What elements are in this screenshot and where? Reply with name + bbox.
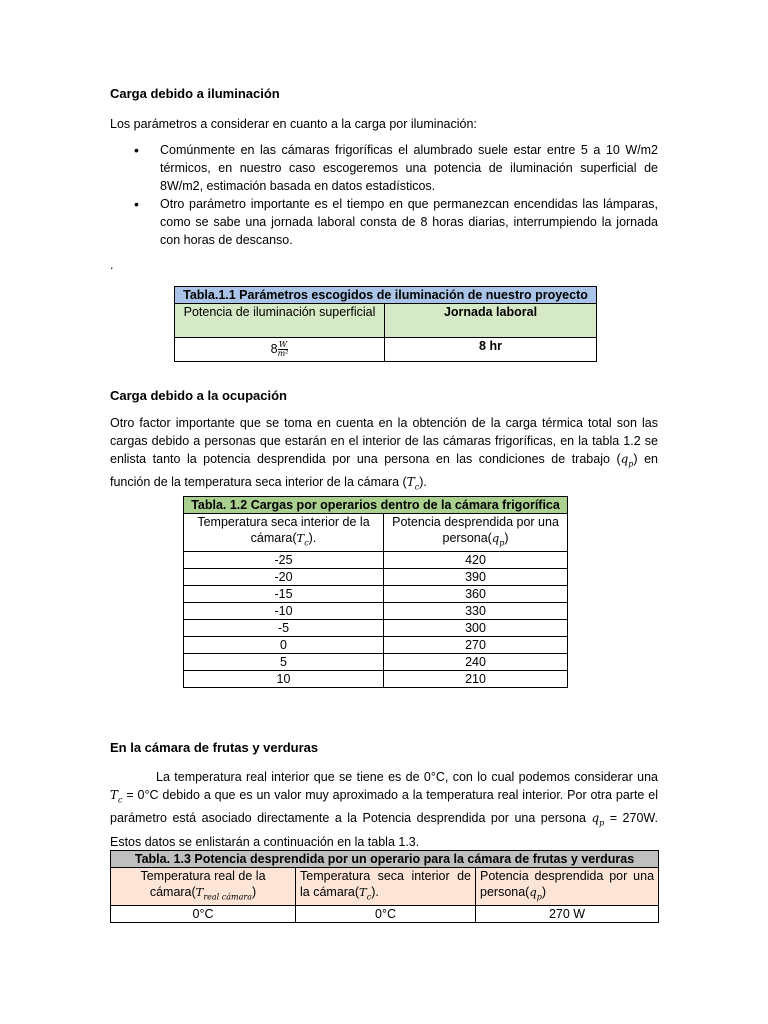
table-row: -15 360	[184, 586, 568, 603]
table-row: -20 390	[184, 569, 568, 586]
table-caption: Tabla. 1.3 Potencia desprendida por un operario para la cámara de frutas y verduras	[111, 851, 659, 868]
table-caption: Tabla.1.1 Parámetros escogidos de iluminación de nuestro proyecto	[175, 287, 597, 304]
table-row: 5 240	[184, 654, 568, 671]
table-header: Potencia de iluminación superficial	[175, 304, 385, 338]
document-page	[110, 0, 658, 1024]
table-header: Potencia desprendida por una $persona(q_p)$	[476, 868, 659, 906]
table-cargas-operarios	[183, 496, 568, 688]
table-row: 0°C 0°C 270 W	[111, 906, 659, 923]
table-frutas-verduras	[110, 850, 659, 923]
list-item: • Comúnmente en las cámaras frigoríficas el alumbrado suele estar entre 5 a 10 W/m2 térmicos, en nuestro caso escogeremos una potencia de iluminación superficial de 8W/m2, estimación basada en datos estadísticos.	[134, 142, 658, 193]
table-caption: Tabla. 1.2 Cargas por operarios dentro de la cámara frigorífica	[184, 497, 568, 514]
stray-dot: .	[110, 258, 114, 272]
table-cell: 8 $\frac{W}{\text{m²}}$	[175, 338, 385, 362]
heading-frutas-verduras: En la cámara de frutas y verduras	[110, 740, 319, 755]
unit-fraction: $\frac{W}{\text{m²}}$	[277, 340, 289, 359]
bullet-icon: •	[134, 196, 139, 212]
intro-paragraph: Los parámetros a considerar en cuanto a la carga por iluminación:	[110, 117, 477, 131]
frutas-paragraph: La temperatura real interior que se tiene es de 0°C, con lo cual podemos considerar una $T_c = 0^\circ C$ debido a que es un valor muy aproximado a la temperatura real interior. Por otra parte el parámetro está asociado directamente a la Potencia desprendida por una persona $q_p = 270W$. Estos datos se enlistarán a continuación en la tabla 1.3.	[110, 770, 658, 849]
table-row: -5 300	[184, 620, 568, 637]
table-iluminacion	[174, 286, 597, 362]
table-header: Potencia desprendida por una $persona(q_p)$	[384, 514, 568, 552]
bullet-icon: •	[134, 142, 139, 158]
table-header: Temperatura seca interior de la $cámara(T_c)$.	[184, 514, 384, 552]
ocupacion-paragraph: Otro factor importante que se toma en cuenta en la obtención de la carga térmica total son las cargas debido a personas que estarán en el interior de las cámaras frigoríficas, en la tabla 1.2 se enlista tanto la potencia desprendida por una persona en las condiciones de trabajo $(q_p)$ en función de la temperatura seca interior de la cámara $(T_c)$.	[110, 416, 658, 492]
bullet-list	[110, 141, 658, 249]
heading-iluminacion: Carga debido a iluminación	[110, 86, 280, 101]
table-row: -25 420	[184, 552, 568, 569]
heading-ocupacion: Carga debido a la ocupación	[110, 388, 287, 403]
table-row: 0 270	[184, 637, 568, 654]
table-row: -10 330	[184, 603, 568, 620]
table-header: Jornada laboral	[385, 304, 597, 338]
list-item: • Otro parámetro importante es el tiempo en que permanezcan encendidas las lámparas, como se sabe una jornada laboral consta de 8 horas diarias, interrumpiendo la jornada con horas de descanso.	[134, 196, 658, 247]
table-header: Temperatura real de la $cámara(T_{real cámara})$	[111, 868, 296, 906]
table-row: 10 210	[184, 671, 568, 688]
table-header: Temperatura seca interior de la $cámara(T_c)$.	[296, 868, 476, 906]
table-cell: 8 hr	[385, 338, 597, 362]
